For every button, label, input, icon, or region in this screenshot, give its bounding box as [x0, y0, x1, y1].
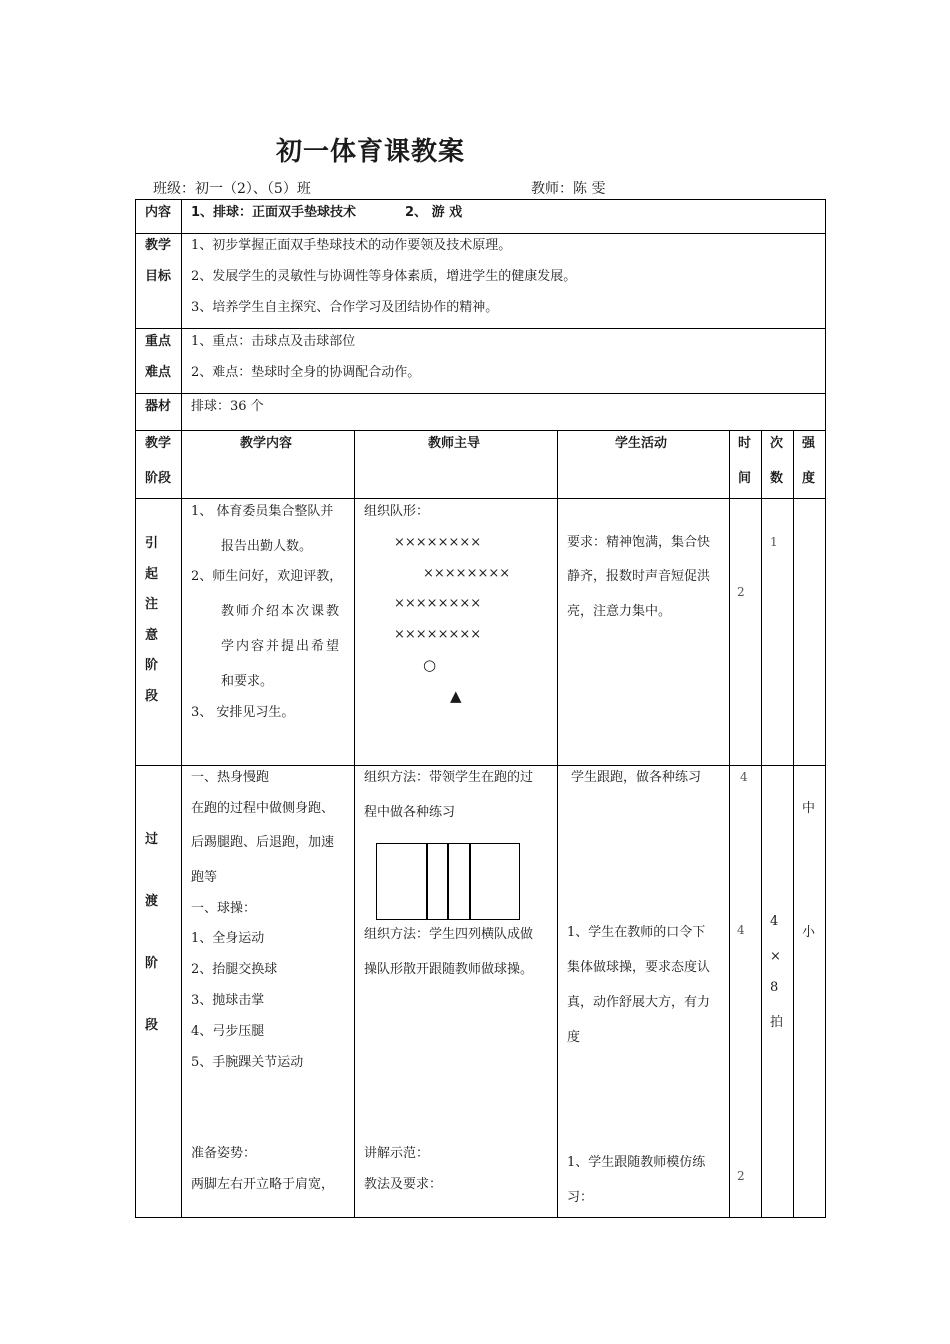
- header-intensity: 度: [802, 471, 816, 486]
- stage2-content-line: 一、热身慢跑: [191, 770, 270, 785]
- stage2-time: 2: [737, 1169, 745, 1183]
- stage2-label: 过: [145, 832, 159, 847]
- formation-row: ××××××××: [394, 627, 482, 642]
- stage1-count: 1: [770, 535, 778, 549]
- class-info: 班级：初一（2）、（5）班: [153, 181, 311, 197]
- teacher-info: 教师：陈 雯: [531, 181, 606, 197]
- stage2-teacher-line: 组织方法：学生四列横队成做: [364, 927, 534, 942]
- stage2-student-line: 习：: [567, 1190, 594, 1205]
- header-time: 时: [738, 436, 752, 451]
- stage2-student-line: 度: [567, 1030, 581, 1045]
- stage2-teacher-line: 操队形散开跟随教师做球操。: [364, 962, 534, 977]
- formation-row: ××××××××: [394, 535, 482, 550]
- header-student: 学生活动: [615, 436, 668, 451]
- stage2-content-line: 1、全身运动: [191, 931, 265, 946]
- goal-item: 2、发展学生的灵敏性与协调性等身体素质，增进学生的健康发展。: [191, 269, 577, 284]
- stage2-count: 8: [770, 980, 779, 995]
- stage1-student-line: 静齐，报数时声音短促洪: [567, 569, 711, 584]
- goals-label-1: 教学: [145, 238, 172, 253]
- stage1-student-line: 亮，注意力集中。: [567, 604, 672, 619]
- key-item: 2、难点：垫球时全身的协调配合动作。: [191, 365, 421, 380]
- stage2-content-line: 5、手腕踝关节运动: [191, 1055, 304, 1070]
- stage1-content-line: 2、师生问好，欢迎评教，: [191, 569, 343, 584]
- stage2-content-line: 在跑的过程中做侧身跑、: [191, 801, 335, 816]
- stage2-student-line: 1、学生跟随教师模仿练: [567, 1155, 706, 1170]
- key-label-2: 难点: [145, 365, 172, 380]
- stage2-content-line: 4、弓步压腿: [191, 1024, 265, 1039]
- stage2-teacher-line: 讲解示范：: [364, 1146, 430, 1161]
- goal-item: 3、培养学生自主探究、合作学习及团结协作的精神。: [191, 300, 499, 315]
- stage1-label: 起: [145, 567, 159, 582]
- stage2-content-line: 一、球操：: [191, 901, 257, 916]
- equipment-value: 排球：36 个: [191, 399, 264, 414]
- stage1-time: 2: [737, 585, 745, 599]
- content-value-2: 2、 游 戏: [405, 205, 463, 220]
- stage2-count: 4: [770, 914, 779, 929]
- header-stage-1: 教学: [145, 436, 172, 451]
- circle-icon: ○: [423, 656, 437, 674]
- stage1-label: 段: [145, 689, 159, 704]
- page-title: 初一体育课教案: [276, 137, 466, 167]
- key-item: 1、重点：击球点及击球部位: [191, 334, 356, 349]
- stage2-student-line: 集体做球操，要求态度认: [567, 960, 711, 975]
- stage1-content-line: 3、 安排见习生。: [191, 705, 295, 720]
- stage2-student-line: 1、学生在教师的口令下: [567, 925, 706, 940]
- stage1-student-line: 要求：精神饱满，集合快: [567, 535, 711, 550]
- stage2-count: 拍: [770, 1015, 784, 1030]
- stage2-teacher-line: 教法及要求：: [364, 1177, 443, 1192]
- key-label-1: 重点: [145, 334, 172, 349]
- triangle-icon: ▲: [450, 687, 462, 705]
- equipment-label: 器材: [145, 399, 172, 414]
- formation-row: ××××××××: [394, 596, 482, 611]
- stage1-label: 注: [145, 597, 159, 612]
- stage2-student-line: 学生跟跑，做各种练习: [571, 770, 702, 785]
- header-content: 教学内容: [240, 436, 293, 451]
- stage1-content-line: 学内容并提出希望: [221, 639, 342, 654]
- stage2-content-line: 后踢腿跑、后退跑，加速: [191, 835, 335, 850]
- stage2-content-line: 准备姿势：: [191, 1146, 257, 1161]
- stage1-label: 意: [145, 628, 159, 643]
- stage1-content-line: 和要求。: [221, 674, 274, 689]
- stage2-content-line: 跑等: [191, 870, 218, 885]
- header-time: 间: [738, 471, 752, 486]
- goal-item: 1、初步掌握正面双手垫球技术的动作要领及技术原理。: [191, 238, 512, 253]
- stage2-label: 阶: [145, 956, 159, 971]
- stage2-time: 4: [740, 770, 748, 784]
- stage2-teacher-line: 程中做各种练习: [364, 805, 456, 820]
- stage2-intensity: 小: [802, 925, 816, 940]
- stage2-content-line: 2、抬腿交换球: [191, 962, 278, 977]
- header-teacher: 教师主导: [428, 436, 481, 451]
- header-stage-2: 阶段: [145, 471, 172, 486]
- stage2-student-line: 真，动作舒展大方，有力: [567, 995, 711, 1010]
- stage2-content-line: 3、抛球击掌: [191, 993, 265, 1008]
- stage1-label: 引: [145, 536, 159, 551]
- stage2-label: 段: [145, 1018, 159, 1033]
- content-value: 1、排球：正面双手垫球技术: [191, 205, 357, 220]
- stage2-time: 4: [737, 923, 745, 937]
- stage1-content-line: 报告出勤人数。: [221, 539, 313, 554]
- header-intensity: 强: [802, 436, 816, 451]
- stage2-content-line: 两脚左右开立略于肩宽，: [191, 1177, 335, 1192]
- formation-title: 组织队形：: [364, 504, 430, 519]
- stage1-label: 阶: [145, 658, 159, 673]
- stage2-intensity: 中: [802, 801, 816, 816]
- formation-row: ××××××××: [423, 566, 511, 581]
- stage2-count: ×: [770, 949, 781, 964]
- goals-label-2: 目标: [145, 269, 172, 284]
- stage2-teacher-line: 组织方法：带领学生在跑的过: [364, 770, 534, 785]
- header-count: 次: [770, 436, 784, 451]
- stage1-content-line: 1、 体育委员集合整队并: [191, 504, 334, 519]
- stage1-content-line: 教师介绍本次课教: [221, 604, 342, 619]
- content-label: 内容: [145, 205, 172, 220]
- header-count: 数: [770, 471, 784, 486]
- stage2-label: 渡: [145, 894, 159, 909]
